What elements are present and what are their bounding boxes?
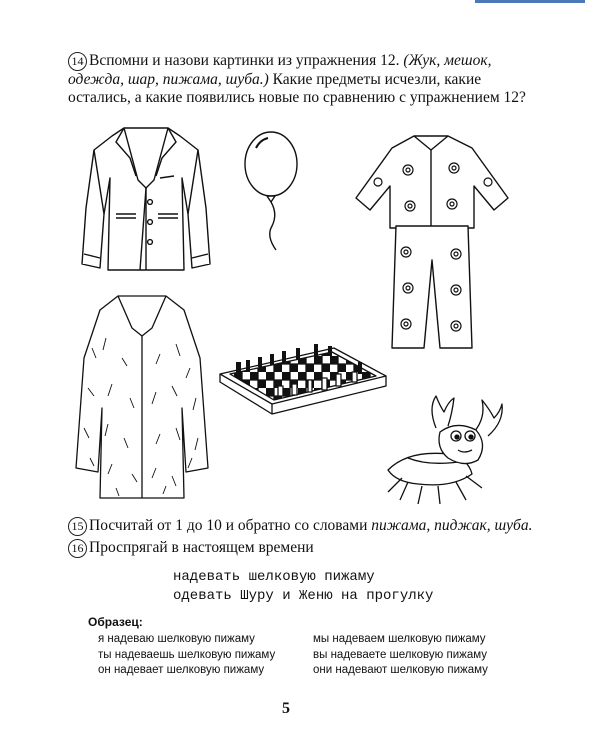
- sample-line: мы надеваем шелковую пижаму: [313, 633, 486, 645]
- task-14: [68, 52, 538, 107]
- page-number: 5: [282, 700, 290, 717]
- phrase-item: одевать Шуру и Женю на прогулку: [173, 588, 434, 604]
- task-15-text-lead: Посчитай от 1 до 10 и обратно со словами: [89, 517, 372, 534]
- task-14-text-tail: Какие предметы исчезли, какие остались, а какие появились новые по сравнению с упражнением 12?: [68, 71, 526, 106]
- phrase-item: надевать шелковую пижаму: [173, 569, 375, 585]
- sample-line: я надеваю шелковую пижаму: [98, 633, 255, 645]
- task-16: [68, 539, 548, 558]
- sample-left-column: [98, 632, 275, 679]
- top-accent-bar: [475, 0, 585, 3]
- fur-coat-icon: [72, 288, 212, 503]
- beetle-icon: [378, 388, 506, 506]
- task-16-text-lead: Проспрягай в настоящем времени: [89, 539, 314, 556]
- phrase-list: [173, 568, 433, 606]
- pajamas-icon: [348, 128, 516, 353]
- task-number-16: 16: [68, 539, 87, 558]
- sample-line: они надевают шелковую пижаму: [313, 664, 488, 676]
- jacket-icon: [80, 118, 212, 278]
- task-number-15: 15: [68, 517, 87, 536]
- task-14-text-italic: (Жук, мешок, одежда, шар, пижама, шуба.): [68, 52, 492, 88]
- sample-right-column: [313, 632, 488, 679]
- balloon-icon: [242, 130, 300, 255]
- task-15-text-italic: пижама, пиджак, шуба.: [371, 517, 533, 534]
- sample-label: Образец:: [88, 615, 143, 629]
- task-15: [68, 517, 548, 536]
- chessboard-icon: [218, 340, 388, 426]
- sample-line: он надевает шелковую пижаму: [98, 664, 265, 676]
- task-number-14: 14: [68, 52, 87, 71]
- task-14-text-lead: Вспомни и назови картинки из упражнения 12.: [89, 52, 404, 69]
- sample-line: вы надеваете шелковую пижаму: [313, 648, 487, 661]
- sample-line: ты надеваешь шелковую пижаму: [98, 648, 276, 661]
